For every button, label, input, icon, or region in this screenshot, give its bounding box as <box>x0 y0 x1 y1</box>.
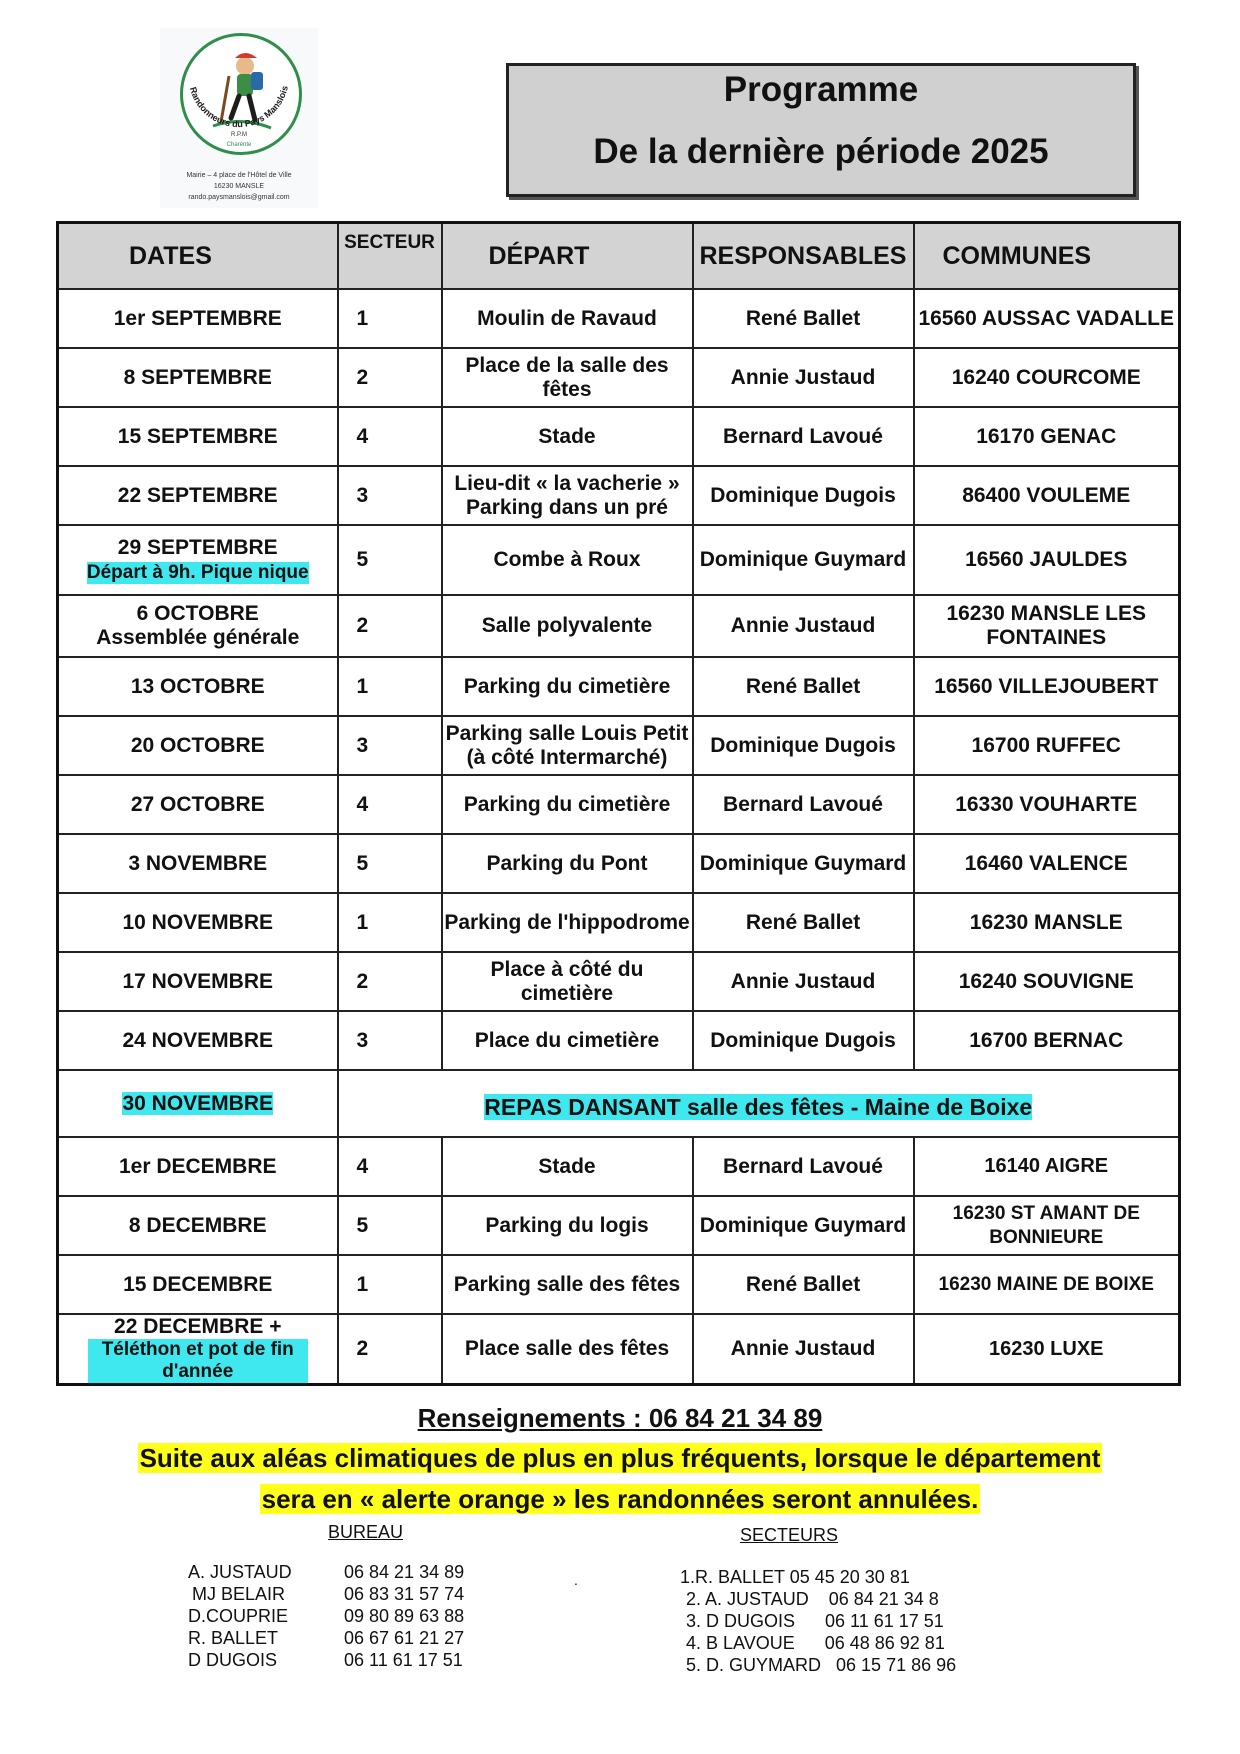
row-sector: 4 <box>338 407 442 466</box>
header-responsables: RESPONSABLES <box>693 223 914 290</box>
row-leader: Dominique Guymard <box>693 525 914 595</box>
row-commune: 16560 VILLEJOUBERT <box>914 657 1180 716</box>
row-date: 27 OCTOBRE <box>58 775 338 834</box>
row-sector: 1 <box>338 1255 442 1314</box>
table-row <box>58 1314 1180 1385</box>
table-row <box>58 893 1180 952</box>
row-date: 15 DECEMBRE <box>58 1255 338 1314</box>
bureau-member <box>188 1583 464 1605</box>
secteurs-list <box>680 1566 956 1676</box>
row-sector: 1 <box>338 289 442 348</box>
row-sector: 2 <box>338 952 442 1011</box>
row-sector: 2 <box>338 1314 442 1385</box>
table-row <box>58 834 1180 893</box>
row-date: 1er DECEMBRE <box>58 1137 338 1196</box>
secteur-item: 3. D DUGOIS 06 11 61 17 51 <box>686 1611 944 1631</box>
special-date-cell <box>58 1070 338 1137</box>
header-depart: DÉPART <box>442 223 693 290</box>
separator-dot: . <box>574 1572 578 1588</box>
table-row <box>58 407 1180 466</box>
row-leader: Annie Justaud <box>693 595 914 657</box>
row-departure: Parking du cimetière <box>442 657 693 716</box>
row-date: 8 DECEMBRE <box>58 1196 338 1255</box>
row-commune: 16460 VALENCE <box>914 834 1180 893</box>
row-departure: Combe à Roux <box>442 525 693 595</box>
bureau-member <box>188 1561 464 1583</box>
row-sector: 3 <box>338 466 442 525</box>
row-date: 17 NOVEMBRE <box>58 952 338 1011</box>
header-communes: COMMUNES <box>914 223 1180 290</box>
row-departure: Parking de l'hippodrome <box>442 893 693 952</box>
row-departure: Parking du Pont <box>442 834 693 893</box>
row-commune: 16240 SOUVIGNE <box>914 952 1180 1011</box>
header-secteur: SECTEUR <box>338 223 442 290</box>
row-departure: Parking du cimetière <box>442 775 693 834</box>
row-leader: Bernard Lavoué <box>693 407 914 466</box>
special-date: 30 NOVEMBRE <box>122 1091 274 1115</box>
member-name: D.COUPRIE <box>188 1606 289 1626</box>
member-phone: 06 67 61 21 27 <box>344 1628 465 1648</box>
table-row <box>58 348 1180 407</box>
row-departure: Place à côté du cimetière <box>442 952 693 1011</box>
member-name: D DUGOIS <box>188 1650 278 1670</box>
table-row-special <box>58 1070 1180 1137</box>
row-commune: 16700 BERNAC <box>914 1011 1180 1070</box>
row-sector: 2 <box>338 595 442 657</box>
row-departure: Parking du logis <box>442 1196 693 1255</box>
table-row <box>58 775 1180 834</box>
table-row <box>58 1137 1180 1196</box>
row-commune: 16230 MAINE DE BOIXE <box>914 1255 1180 1314</box>
member-phone: 06 84 21 34 89 <box>344 1562 465 1582</box>
weather-warning-text-1: Suite aux aléas climatiques de plus en plus fréquents, lorsque le département <box>139 1443 1101 1473</box>
row-departure: Stade <box>442 407 693 466</box>
row-commune: 16170 GENAC <box>914 407 1180 466</box>
table-row <box>58 466 1180 525</box>
row-date-cell <box>58 1314 338 1385</box>
logo-club-name: Randonneurs du Pays Manslois <box>187 84 290 130</box>
row-sector: 5 <box>338 525 442 595</box>
row-leader: Bernard Lavoué <box>693 1137 914 1196</box>
row-leader: Dominique Guymard <box>693 834 914 893</box>
row-date-note: Assemblée générale <box>96 626 300 649</box>
row-leader: René Ballet <box>693 1255 914 1314</box>
row-leader: René Ballet <box>693 893 914 952</box>
row-sector: 1 <box>338 657 442 716</box>
row-date: 20 OCTOBRE <box>58 716 338 775</box>
row-sector: 3 <box>338 716 442 775</box>
row-leader: Dominique Dugois <box>693 1011 914 1070</box>
table-row <box>58 1011 1180 1070</box>
svg-text:Randonneurs du Pays Manslois <box>188 85 290 129</box>
row-departure: Place de la salle des fêtes <box>442 348 693 407</box>
row-commune: 16330 VOUHARTE <box>914 775 1180 834</box>
member-name: R. BALLET <box>188 1628 279 1648</box>
row-sector: 3 <box>338 1011 442 1070</box>
secteurs-title: SECTEURS <box>740 1525 839 1545</box>
address-email: rando.paysmanslois@gmail.com <box>188 194 290 201</box>
row-sector: 2 <box>338 348 442 407</box>
table-row <box>58 595 1180 657</box>
weather-warning-text-2: sera en « alerte orange » les randonnées seront annulées. <box>261 1484 979 1514</box>
table-row <box>58 657 1180 716</box>
secteur-item: 1.R. BALLET 05 45 20 30 81 <box>680 1567 910 1587</box>
row-leader: Annie Justaud <box>693 348 914 407</box>
row-date-note: Téléthon et pot de fin d'année <box>88 1339 308 1383</box>
row-leader: René Ballet <box>693 289 914 348</box>
table-row <box>58 525 1180 595</box>
club-logo <box>160 28 318 208</box>
row-departure: Parking salle des fêtes <box>442 1255 693 1314</box>
member-name: MJ BELAIR <box>192 1584 286 1604</box>
table-row <box>58 716 1180 775</box>
logo-initials: R.P.M <box>231 132 247 138</box>
bureau-member <box>188 1605 464 1627</box>
row-sector: 5 <box>338 834 442 893</box>
row-sector: 4 <box>338 775 442 834</box>
secteur-item: 2. A. JUSTAUD 06 84 21 34 8 <box>686 1589 939 1609</box>
row-departure: Lieu-dit « la vacherie » Parking dans un pré <box>442 466 693 525</box>
table-header <box>58 223 1180 290</box>
row-commune: 16140 AIGRE <box>914 1137 1180 1196</box>
row-leader: Annie Justaud <box>693 1314 914 1385</box>
member-phone: 06 83 31 57 74 <box>344 1584 465 1604</box>
bureau-title: BUREAU <box>328 1522 404 1542</box>
row-departure: Stade <box>442 1137 693 1196</box>
row-commune: 16700 RUFFEC <box>914 716 1180 775</box>
special-event: REPAS DANSANT salle des fêtes - Maine de Boixe <box>484 1094 1033 1120</box>
row-leader: Dominique Dugois <box>693 716 914 775</box>
row-date-cell <box>58 595 338 657</box>
row-commune: 16230 ST AMANT DE BONNIEURE <box>914 1196 1180 1255</box>
row-date: 1er SEPTEMBRE <box>58 289 338 348</box>
row-date: 13 OCTOBRE <box>58 657 338 716</box>
row-date: 15 SEPTEMBRE <box>58 407 338 466</box>
row-commune: 16230 MANSLE <box>914 893 1180 952</box>
member-name: A. JUSTAUD <box>188 1562 292 1582</box>
row-sector: 4 <box>338 1137 442 1196</box>
title-box <box>506 63 1136 197</box>
row-departure: Place salle des fêtes <box>442 1314 693 1385</box>
row-departure: Parking salle Louis Petit (à côté Intermarché) <box>442 716 693 775</box>
row-departure: Salle polyvalente <box>442 595 693 657</box>
programme-table <box>56 221 1181 1386</box>
bureau-list <box>188 1561 464 1671</box>
row-leader: René Ballet <box>693 657 914 716</box>
row-commune: 86400 VOULEME <box>914 466 1180 525</box>
address-line-2: 16230 MANSLE <box>213 183 265 190</box>
row-sector: 5 <box>338 1196 442 1255</box>
table-row <box>58 1196 1180 1255</box>
weather-warning-line-1 <box>0 1443 1240 1474</box>
row-sector: 1 <box>338 893 442 952</box>
logo-text <box>160 28 318 168</box>
row-departure: Place du cimetière <box>442 1011 693 1070</box>
row-departure: Moulin de Ravaud <box>442 289 693 348</box>
row-commune: 16230 MANSLE LES FONTAINES <box>914 595 1180 657</box>
logo-region: Charente <box>226 142 252 148</box>
row-leader: Dominique Guymard <box>693 1196 914 1255</box>
title-line-2: De la dernière période 2025 <box>593 132 1049 171</box>
row-commune: 16560 AUSSAC VADALLE <box>914 289 1180 348</box>
info-phone: Renseignements : 06 84 21 34 89 <box>417 1403 823 1433</box>
row-date: 22 DECEMBRE + <box>114 1315 282 1338</box>
row-date-cell <box>58 525 338 595</box>
bureau-member <box>188 1649 464 1671</box>
row-date: 29 SEPTEMBRE <box>117 536 278 559</box>
weather-warning-line-2 <box>0 1484 1240 1515</box>
title-line-1: Programme <box>723 70 919 109</box>
row-date: 3 NOVEMBRE <box>58 834 338 893</box>
special-event-cell <box>338 1070 1180 1137</box>
row-date: 22 SEPTEMBRE <box>58 466 338 525</box>
row-date-note: Départ à 9h. Pique nique <box>86 562 309 583</box>
header-dates: DATES <box>58 223 338 290</box>
member-phone: 06 11 61 17 51 <box>344 1650 463 1670</box>
row-date: 8 SEPTEMBRE <box>58 348 338 407</box>
table-row <box>58 1255 1180 1314</box>
row-date: 6 OCTOBRE <box>136 602 259 625</box>
row-leader: Bernard Lavoué <box>693 775 914 834</box>
row-leader: Annie Justaud <box>693 952 914 1011</box>
address-line-1: Mairie – 4 place de l'Hôtel de Ville <box>186 172 292 179</box>
member-phone: 09 80 89 63 88 <box>344 1606 465 1626</box>
row-leader: Dominique Dugois <box>693 466 914 525</box>
row-date: 24 NOVEMBRE <box>58 1011 338 1070</box>
row-date: 10 NOVEMBRE <box>58 893 338 952</box>
bureau-member <box>188 1627 464 1649</box>
table-row <box>58 289 1180 348</box>
row-commune: 16560 JAULDES <box>914 525 1180 595</box>
table-row <box>58 952 1180 1011</box>
secteur-item: 5. D. GUYMARD 06 15 71 86 96 <box>686 1655 957 1675</box>
row-commune: 16240 COURCOME <box>914 348 1180 407</box>
row-commune: 16230 LUXE <box>914 1314 1180 1385</box>
secteur-item: 4. B LAVOUE 06 48 86 92 81 <box>686 1633 945 1653</box>
